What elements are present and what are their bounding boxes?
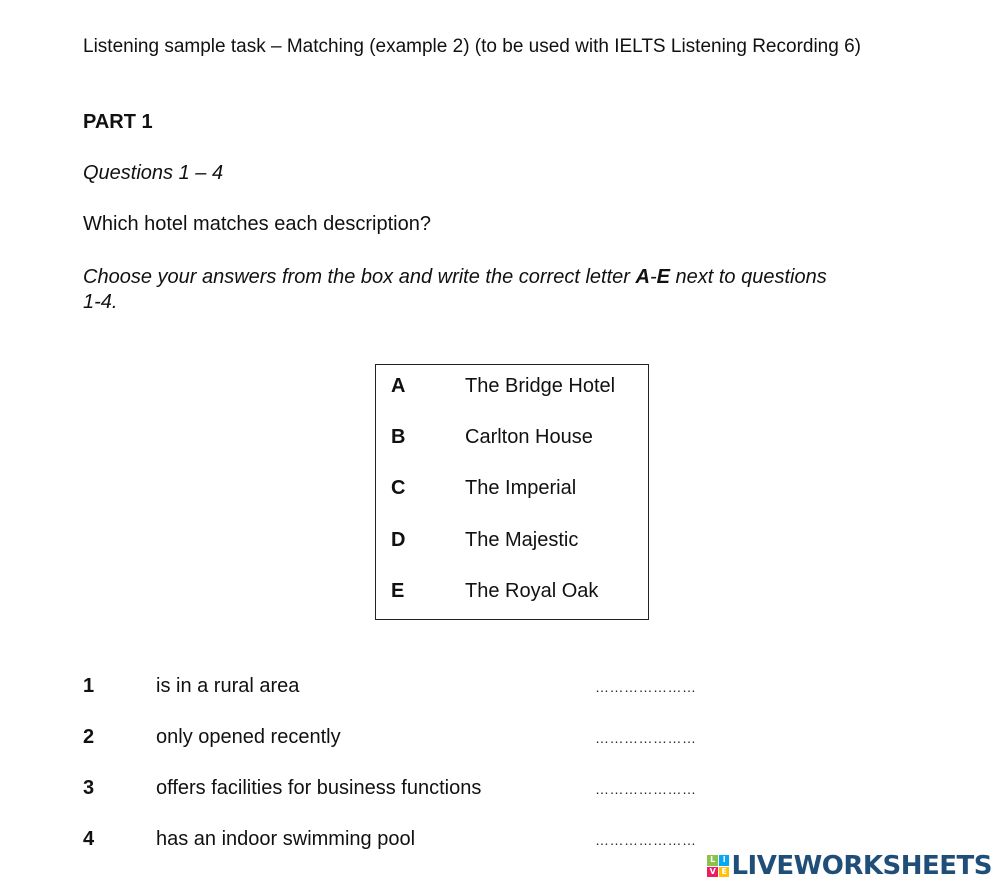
part-title: PART 1 xyxy=(83,111,153,133)
question-prompt: Which hotel matches each description? xyxy=(83,213,431,235)
option-row xyxy=(376,375,648,405)
logo-tile: L xyxy=(707,855,718,866)
logo-tile: V xyxy=(707,867,718,878)
question-number: 3 xyxy=(83,777,95,799)
option-row xyxy=(376,529,648,559)
option-row xyxy=(376,477,648,507)
document-header-line: Listening sample task – Matching (example 2) (to be used with IELTS Listening Recording 6) xyxy=(83,36,861,57)
option-row xyxy=(376,580,648,610)
answer-blank[interactable]: ………………… xyxy=(595,781,697,797)
option-name: The Royal Oak xyxy=(465,580,599,602)
logo-tile: E xyxy=(719,867,730,878)
option-name: Carlton House xyxy=(465,426,593,448)
instruction-before: Choose your answers from the box and write the correct letter xyxy=(83,266,636,288)
option-letter: B xyxy=(391,426,406,448)
question-row xyxy=(0,675,1000,705)
option-letter: E xyxy=(391,580,405,602)
question-number: 4 xyxy=(83,828,95,850)
instruction-text xyxy=(83,265,843,315)
question-number: 2 xyxy=(83,726,95,748)
question-row xyxy=(0,726,1000,756)
option-letter: A xyxy=(391,375,406,397)
option-name: The Majestic xyxy=(465,529,579,551)
question-text: is in a rural area xyxy=(156,675,300,697)
option-name: The Imperial xyxy=(465,477,577,499)
hotel-options-box xyxy=(375,364,649,620)
instruction-letter-a: A xyxy=(635,266,650,288)
option-letter: C xyxy=(391,477,406,499)
question-text: offers facilities for business functions xyxy=(156,777,482,799)
option-row xyxy=(376,426,648,456)
instruction-after: next to questions 1-4. xyxy=(83,266,827,313)
question-text: only opened recently xyxy=(156,726,341,748)
logo-tile: I xyxy=(719,855,730,866)
option-letter: D xyxy=(391,529,406,551)
option-name: The Bridge Hotel xyxy=(465,375,616,397)
answer-blank[interactable]: ………………… xyxy=(595,832,697,848)
liveworksheets-wordmark: LIVEWORKSHEETS xyxy=(731,851,992,881)
question-text: has an indoor swimming pool xyxy=(156,828,416,850)
answer-blank[interactable]: ………………… xyxy=(595,679,697,695)
question-number: 1 xyxy=(83,675,95,697)
instruction-letter-e: E xyxy=(656,266,670,288)
liveworksheets-watermark xyxy=(707,851,992,881)
answer-blank[interactable]: ………………… xyxy=(595,730,697,746)
question-row xyxy=(0,777,1000,807)
questions-range: Questions 1 – 4 xyxy=(83,162,224,184)
instruction-dash: - xyxy=(649,266,657,288)
liveworksheets-logo-icon xyxy=(707,855,729,877)
